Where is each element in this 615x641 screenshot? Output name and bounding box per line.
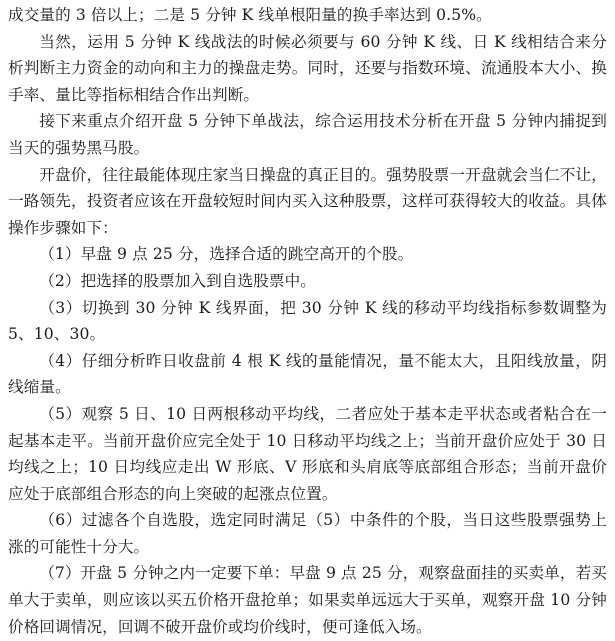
paragraph-volume-condition: 成交量的 3 倍以上；二是 5 分钟 K 线单根阳量的换手率达到 0.5%。 bbox=[8, 6, 492, 24]
paragraph-step-4: （4）仔细分析昨日收盘前 4 根 K 线的量能情况，量不能太大，且阳线放量，阴线缩量。 bbox=[8, 351, 607, 397]
paragraph-step-5: （5）观察 5 日、10 日两根移动平均线，二者应处于基本走平状态或者粘合在一起基本走平。当前开盘价应完全处于 10 日移动平均线之上；当前开盘价应处于 30 日均线之上；10 日均线应走出 W 形底、V 形底和头肩底等底部组合形态；当前开盘价应处于底部组合形态的向上突破的起涨点位置。 bbox=[8, 404, 607, 503]
paragraph-step-3: （3）切换到 30 分钟 K 线界面，把 30 分钟 K 线的移动平均线指标参数调整为 5、10、30。 bbox=[8, 298, 607, 344]
paragraph-multi-timeframe: 当然，运用 5 分钟 K 线战法的时候必须要与 60 分钟 K 线、日 K 线相结合来分析判断主力资金的动向和主力的操盘走势。同时，还要与指数环境、流通股本大小、换手率、量比等指标相结合作出判断。 bbox=[8, 32, 607, 104]
paragraph-opening-price: 开盘价，往往最能体现庄家当日操盘的真正目的。强势股票一开盘就会当仁不让，一路领先，投资者应该在开盘较短时间内买入这种股票，这样可获得较大的收益。具体操作步骤如下： bbox=[8, 165, 607, 237]
paragraph-step-2: （2）把选择的股票加入到自选股票中。 bbox=[39, 271, 317, 290]
paragraph-step-7: （7）开盘 5 分钟之内一定要下单：早盘 9 点 25 分，观察盘面挂的买卖单，若买单大于卖单，则应该以买五价格开盘抢单；如果卖单远远大于买单，观察开盘 10 分钟价格回调情况，回调不破开盘价或均价线时，便可逢低入场。 bbox=[8, 564, 607, 636]
paragraph-opening-strategy-intro: 接下来重点介绍开盘 5 分钟下单战法，综合运用技术分析在开盘 5 分钟内捕捉到当天的强势黑马股。 bbox=[8, 112, 607, 157]
paragraph-step-6: （6）过滤各个自选股，选定同时满足（5）中条件的个股，当日这些股票强势上涨的可能性十分大。 bbox=[8, 511, 607, 556]
paragraph-step-1: （1）早盘 9 点 25 分，选择合适的跳空高开的个股。 bbox=[39, 245, 414, 264]
